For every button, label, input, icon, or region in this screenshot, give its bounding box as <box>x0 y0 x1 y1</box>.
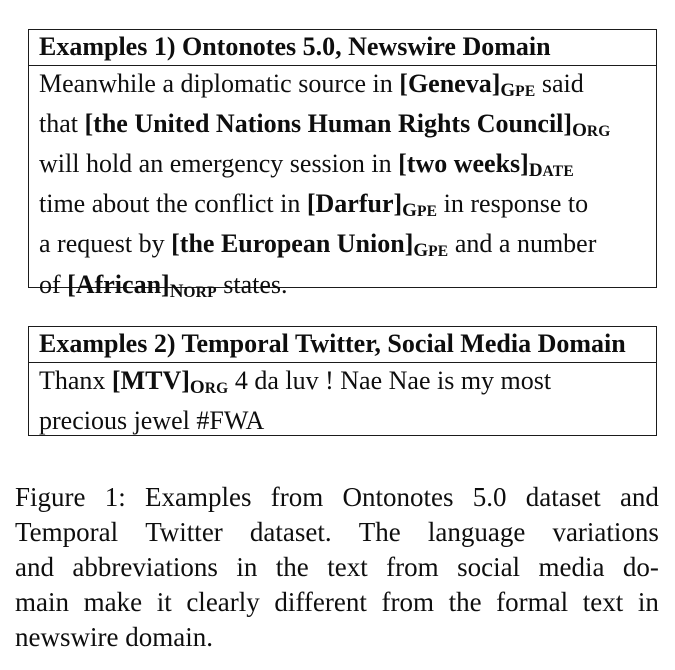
text-run: a request by <box>39 229 172 259</box>
entity-type-initial: G <box>500 79 516 101</box>
example-text-line <box>39 267 646 307</box>
caption-word: and <box>15 552 54 582</box>
entity-mention: [Geneva] <box>399 68 501 98</box>
caption-word: dataset. <box>249 517 332 547</box>
caption-word: different <box>274 587 367 617</box>
entity-type-rest: PE <box>428 243 449 261</box>
caption-line <box>15 585 659 620</box>
entity-type-initial: N <box>169 280 184 302</box>
example-box-twitter <box>28 326 657 436</box>
caption-line <box>15 550 659 585</box>
entity-type-subscript <box>413 233 448 262</box>
caption-word: Temporal <box>15 517 119 547</box>
caption-word: and <box>619 482 659 512</box>
caption-line <box>15 480 659 515</box>
text-run: 4 da luv ! Nae Nae is my most <box>228 365 552 395</box>
caption-word: social <box>457 552 521 582</box>
text-run: said <box>535 68 584 98</box>
entity-mention: [the European Union] <box>171 229 414 259</box>
caption-line: newswire domain. <box>15 622 213 652</box>
entity-type-subscript <box>500 73 535 102</box>
entity-type-subscript <box>529 153 574 182</box>
caption-word: 1: <box>104 482 126 512</box>
text-run: of <box>39 269 68 299</box>
example-box-newswire <box>28 29 657 302</box>
text-run: precious jewel #FWA <box>39 405 265 435</box>
caption-word: from <box>270 482 324 512</box>
caption-word: Examples <box>145 482 252 512</box>
caption-word: in <box>236 552 258 582</box>
entity-mention: [two weeks] <box>398 149 529 178</box>
example-text-line <box>39 363 646 403</box>
entity-mention: [the United Nations Human Rights Council] <box>84 108 573 138</box>
entity-type-rest: PE <box>416 203 438 221</box>
example-box-newswire-body <box>29 66 656 307</box>
text-run: will hold an emergency session in <box>39 149 399 178</box>
entity-type-rest: RG <box>204 379 229 397</box>
caption-word: from <box>381 587 434 617</box>
caption-word: Ontonotes <box>342 482 454 512</box>
example-text-line <box>39 106 646 146</box>
figure-caption <box>15 480 659 655</box>
entity-type-subscript <box>170 274 217 303</box>
caption-word: media <box>538 552 605 582</box>
caption-word: dataset <box>525 482 601 512</box>
caption-word: it <box>156 587 172 617</box>
entity-mention: [MTV] <box>111 365 190 395</box>
entity-type-subscript <box>402 193 437 222</box>
caption-word: variations <box>552 517 659 547</box>
caption-word: from <box>386 552 439 582</box>
caption-word: the <box>275 552 309 582</box>
entity-type-subscript <box>190 370 228 399</box>
text-run: states. <box>216 269 288 299</box>
caption-word: do- <box>622 552 659 582</box>
example-text-line <box>39 146 646 186</box>
entity-mention: [African] <box>67 269 170 299</box>
caption-word: Twitter <box>145 517 223 547</box>
text-run: in response to <box>437 189 589 219</box>
caption-word: 5.0 <box>472 482 507 512</box>
caption-word: text <box>582 587 624 617</box>
entity-type-initial: D <box>528 160 543 181</box>
entity-type-rest: RG <box>586 122 611 140</box>
entity-type-subscript <box>572 113 610 142</box>
caption-word: abbreviations <box>72 552 218 582</box>
entity-mention: [Darfur] <box>306 189 403 219</box>
example-box-newswire-header: Examples 1) Ontonotes 5.0, Newswire Domain <box>29 30 656 66</box>
entity-type-rest: PE <box>515 82 536 100</box>
caption-word: make <box>83 587 143 617</box>
caption-word: formal <box>496 587 569 617</box>
example-box-twitter-body <box>29 363 656 439</box>
entity-type-rest: ORP <box>183 283 217 301</box>
entity-type-initial: O <box>189 376 205 398</box>
text-run: Meanwhile a diplomatic source in <box>39 68 400 98</box>
text-run: time about the conflict in <box>39 189 307 219</box>
caption-line <box>15 515 659 550</box>
entity-type-rest: ATE <box>542 163 574 180</box>
text-run: and a number <box>448 229 597 259</box>
caption-word: language <box>427 517 526 547</box>
caption-word: Figure <box>15 482 86 512</box>
example-box-twitter-header: Examples 2) Temporal Twitter, Social Media Domain <box>29 327 656 363</box>
caption-word: text <box>327 552 368 582</box>
example-text-line <box>39 186 646 226</box>
caption-word: in <box>637 587 659 617</box>
example-text-line <box>39 66 646 106</box>
caption-word: the <box>448 587 482 617</box>
entity-type-initial: G <box>413 240 429 262</box>
caption-word: The <box>358 517 401 547</box>
caption-word: clearly <box>186 587 260 617</box>
text-run: that <box>39 108 85 138</box>
caption-word: main <box>15 587 69 617</box>
entity-type-initial: O <box>572 119 587 141</box>
text-run: Thanx <box>39 365 112 395</box>
example-text-line <box>39 403 646 439</box>
entity-type-initial: G <box>402 200 417 222</box>
example-text-line <box>39 226 646 266</box>
